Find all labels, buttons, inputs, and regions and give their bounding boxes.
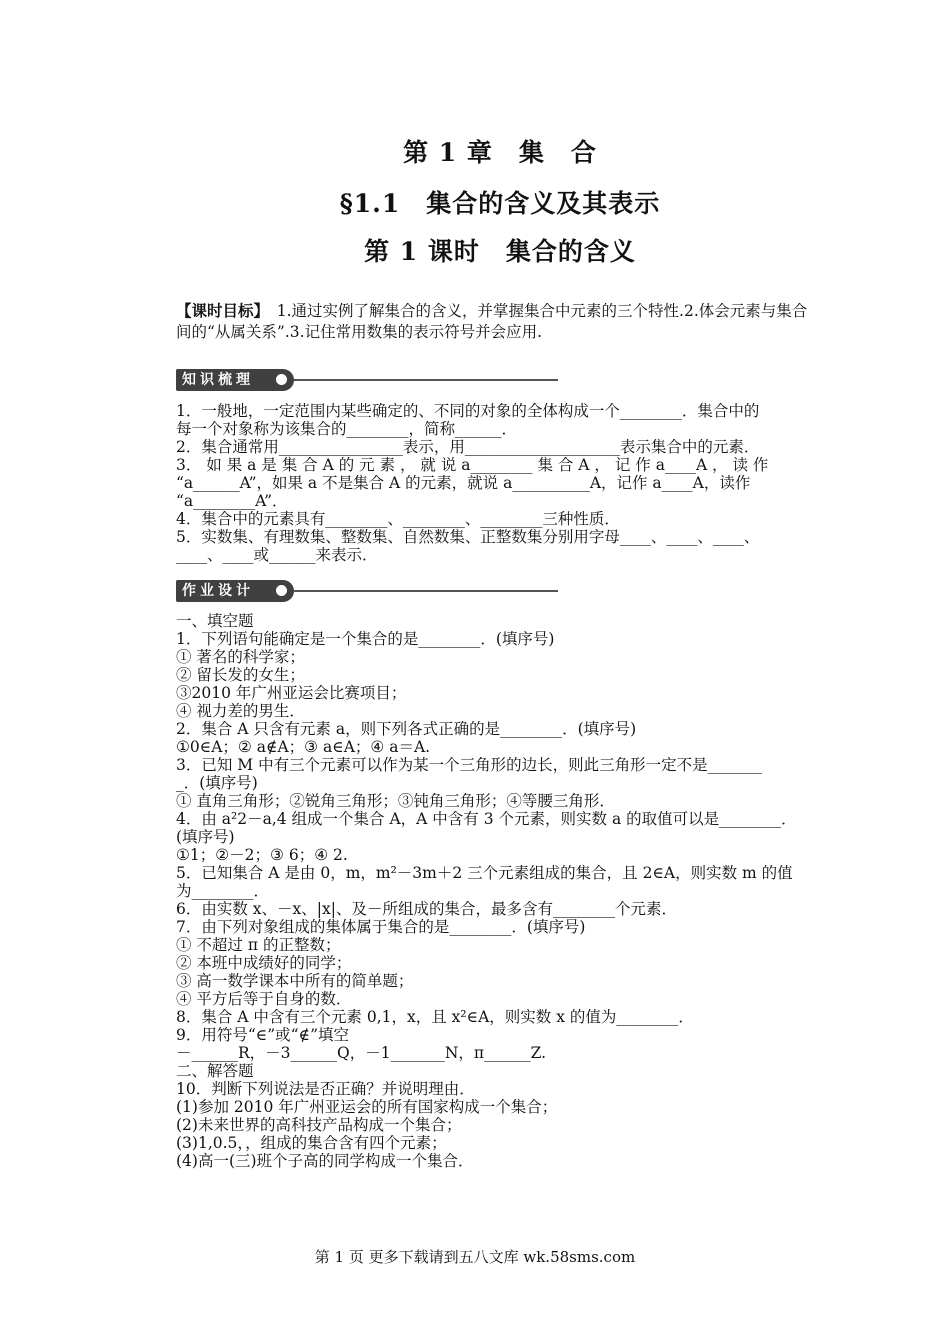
- homework-line: 8．集合 A 中含有三个元素 0,1，x，且 x²∈A，则实数 x 的值为________．: [176, 1008, 694, 1026]
- section-divider: [294, 379, 558, 381]
- homework-line: (2)未来世界的高科技产品构成一个集合；: [176, 1116, 462, 1134]
- homework-line: (填序号): [176, 828, 235, 846]
- homework-line: 9．用符号“∈”或“∉”填空: [176, 1026, 350, 1044]
- homework-line: (3)1,0.5，，组成的集合含有四个元素；: [176, 1134, 447, 1152]
- homework-line: ①0∈A；② a∉A；③ a∈A；④ a＝A.: [176, 738, 431, 756]
- homework-line: ① 直角三角形；②锐角三角形；③钝角三角形；④等腰三角形．: [176, 792, 615, 810]
- knowledge-line: “a________A”．: [176, 492, 288, 510]
- knowledge-line: ____、____或______来表示．: [176, 546, 378, 564]
- knowledge-line: 4．集合中的元素具有________、________、________三种性质．: [176, 510, 620, 528]
- homework-line: 3．已知 M 中有三个元素可以作为某一个三角形的边长，则此三角形一定不是_______: [176, 756, 762, 774]
- homework-line: ③ 高一数学课本中所有的简单题；: [176, 972, 414, 990]
- homework-tag: 作业设计: [176, 580, 294, 602]
- homework-line: (1)参加 2010 年广州亚运会的所有国家构成一个集合；: [176, 1098, 558, 1116]
- lesson-goal-text: 1.通过实例了解集合的含义，并掌握集合中元素的三个特性.2.体会元素与集合间的“从属关系”.3.记住常用数集的表示符号并会应用.: [176, 302, 808, 341]
- knowledge-line: 1．一般地，一定范围内某些确定的、不同的对象的全体构成一个________．集合中的: [176, 402, 760, 420]
- homework-line: 为________．: [176, 882, 270, 900]
- homework-line: ④ 平方后等于自身的数．: [176, 990, 352, 1008]
- homework-line: 一、填空题: [176, 612, 254, 630]
- homework-line: ①1；②－2；③ 6；④ 2.: [176, 846, 348, 864]
- homework-line: 2．集合 A 只含有元素 a，则下列各式正确的是________．(填序号): [176, 720, 637, 738]
- section-title: §1.1 集合的含义及其表示: [339, 189, 661, 218]
- homework-line: ② 本班中成绩好的同学；: [176, 954, 352, 972]
- homework-line: 7．由下列对象组成的集体属于集合的是________．(填序号): [176, 918, 586, 936]
- page-footer: 第 1 页 更多下载请到五八文库 wk.58sms.com: [314, 1248, 636, 1266]
- bullet-dot-icon: [276, 374, 287, 385]
- homework-line: _．(填序号): [176, 774, 258, 792]
- knowledge-line: 5．实数集、有理数集、整数集、自然数集、正整数集分别用字母____、____、____、: [176, 528, 760, 546]
- knowledge-line: 每一个对象称为该集合的________，简称______．: [176, 420, 518, 438]
- homework-line: 6．由实数 x、－x、|x|、及－所组成的集合，最多含有________个元素．: [176, 900, 677, 918]
- homework-line: 5．已知集合 A 是由 0，m，m²－3m＋2 三个元素组成的集合，且 2∈A，则实数 m 的值: [176, 864, 793, 882]
- knowledge-line: 2．集合通常用________________表示，用____________________表示集合中的元素．: [176, 438, 760, 456]
- homework-line: ④ 视力差的男生．: [176, 702, 305, 720]
- chapter-title: 第 1 章 集 合: [403, 138, 597, 167]
- homework-line: 二、解答题: [176, 1062, 254, 1080]
- homework-line: ① 不超过 π 的正整数；: [176, 936, 341, 954]
- homework-line: 4．由 a²2－a,4 组成一个集合 A，A 中含有 3 个元素，则实数 a 的取值可以是________．: [176, 810, 797, 828]
- lesson-goal-label: 【课时目标】: [176, 301, 262, 320]
- section-divider: [294, 590, 558, 592]
- homework-line: ① 著名的科学家；: [176, 648, 305, 666]
- homework-content: [176, 612, 808, 1170]
- knowledge-tag: 知识梳理: [176, 369, 294, 391]
- knowledge-line: 3． 如 果 a 是 集 合 A 的 元 素 ， 就 说 a________ 集 合 A ， 记 作 a____A ， 读 作: [176, 456, 769, 474]
- homework-line: (4)高一(三)班个子高的同学构成一个集合．: [176, 1152, 474, 1170]
- lesson-title: 第 1 课时 集合的含义: [364, 237, 636, 266]
- homework-line: ② 留长发的女生；: [176, 666, 305, 684]
- knowledge-content: [176, 402, 808, 564]
- bullet-dot-icon: [276, 585, 287, 596]
- lesson-goal: [176, 300, 808, 343]
- homework-line: －______R，－3______Q，－1_______N，π______Z.: [176, 1044, 547, 1062]
- knowledge-line: “a______A”，如果 a 不是集合 A 的元素，就说 a__________A，记作 a____A，读作: [176, 474, 751, 492]
- homework-line: 1．下列语句能确定是一个集合的是________．(填序号): [176, 630, 555, 648]
- knowledge-section-header: [176, 369, 558, 393]
- homework-line: ③2010 年广州亚运会比赛项目；: [176, 684, 407, 702]
- homework-line: 10．判断下列说法是否正确？并说明理由．: [176, 1080, 475, 1098]
- homework-section-header: [176, 580, 558, 604]
